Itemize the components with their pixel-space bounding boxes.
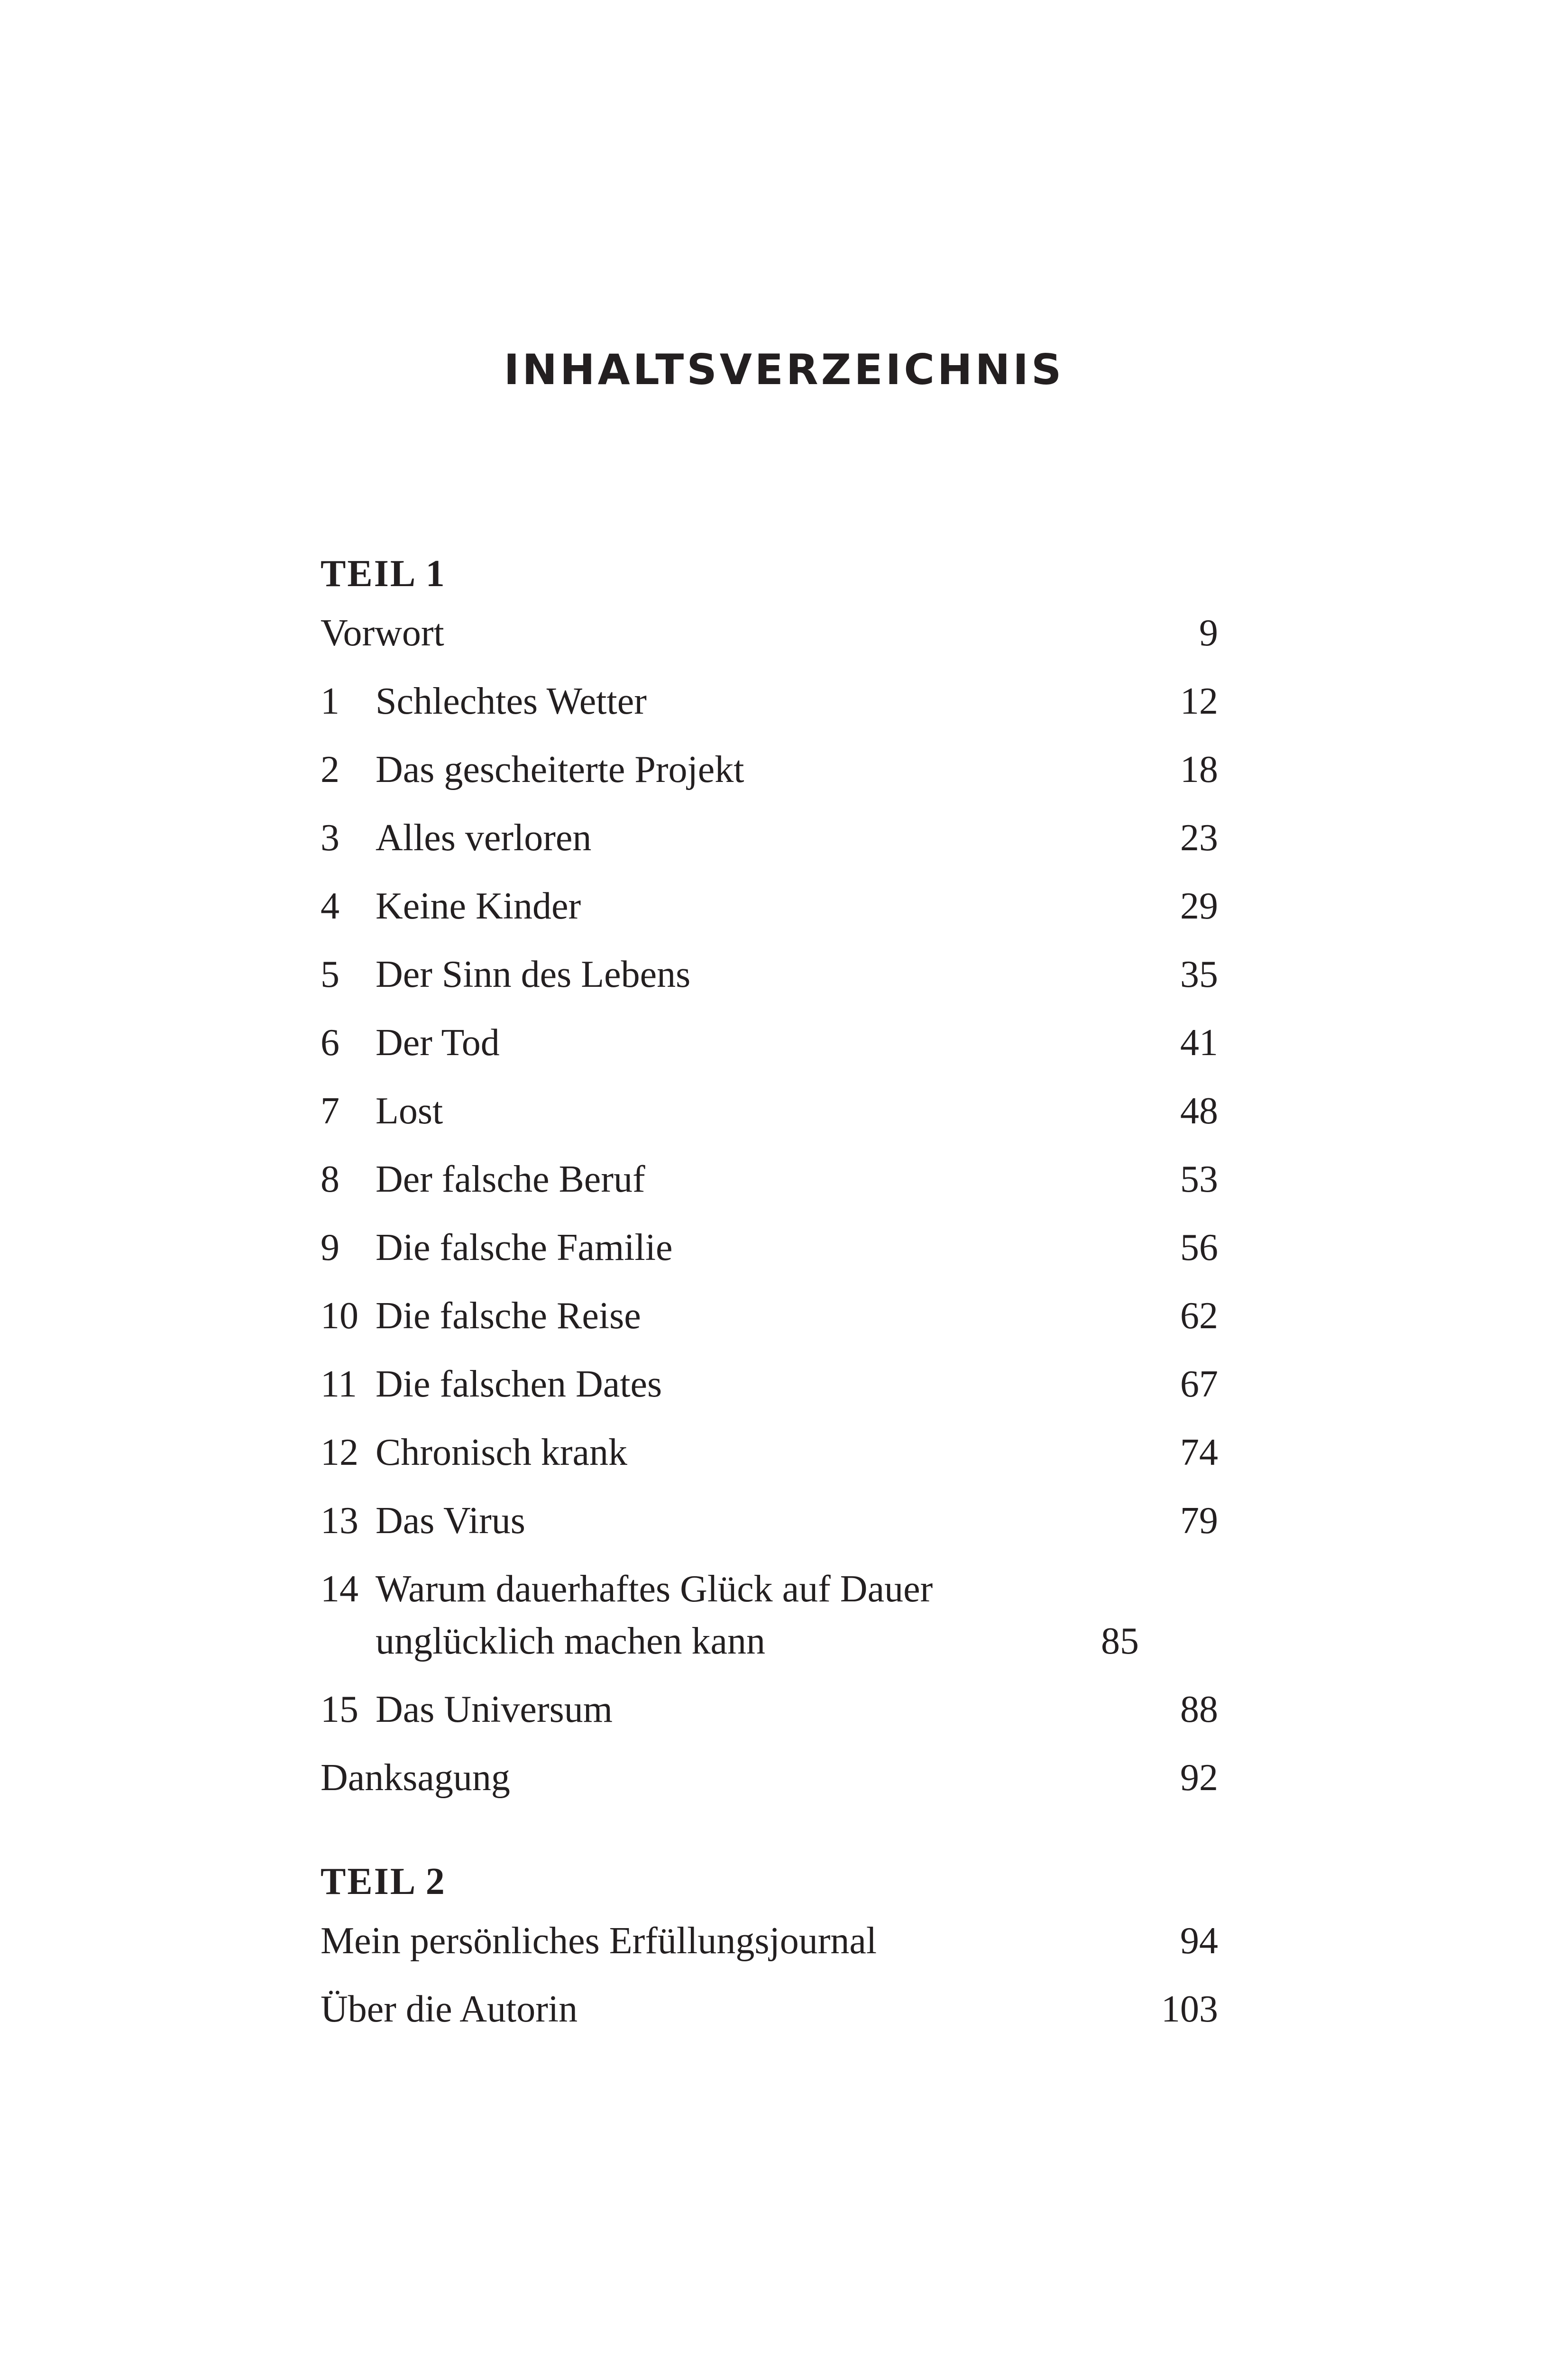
part-heading-2: TEIL 2 xyxy=(321,1861,446,1902)
toc-entry-number: 1 xyxy=(321,680,339,722)
toc-entry-page: 94 xyxy=(1180,1920,1218,1962)
toc-entry-page: 103 xyxy=(1161,1988,1218,2030)
toc-entry-label: Über die Autorin xyxy=(321,1988,578,2030)
toc-entry-label: Das Virus xyxy=(376,1500,525,1542)
toc-entry-label: Die falschen Dates xyxy=(376,1363,662,1405)
toc-entry-chapter-15 xyxy=(321,1683,1218,1736)
toc-entry-page: 48 xyxy=(1180,1090,1218,1132)
toc-entry-page: 23 xyxy=(1180,817,1218,859)
page-title: INHALTSVERZEICHNIS xyxy=(504,345,1064,394)
toc-entry-chapter-8 xyxy=(321,1153,1218,1205)
toc-entry-label: Das gescheiterte Projekt xyxy=(376,749,744,790)
toc-entry-chapter-10 xyxy=(321,1290,1218,1342)
toc-entry-label: Warum dauerhaftes Glück auf Dauer unglücklich machen kann xyxy=(376,1568,933,1662)
toc-entry-number: 5 xyxy=(321,954,339,995)
toc-entry-page: 79 xyxy=(1180,1500,1218,1542)
toc-entry-page: 74 xyxy=(1180,1432,1218,1473)
toc-entry-number: 10 xyxy=(321,1295,358,1337)
toc-entry-chapter-9 xyxy=(321,1222,1218,1274)
toc-entry-chapter-13 xyxy=(321,1495,1218,1547)
toc-entry-number: 4 xyxy=(321,885,339,927)
toc-entry-page: 35 xyxy=(1180,954,1218,995)
table-of-contents xyxy=(321,541,1218,2051)
toc-entry-page: 18 xyxy=(1180,749,1218,790)
toc-entry-page: 56 xyxy=(1180,1227,1218,1268)
section-spacer xyxy=(321,1820,1218,1848)
toc-entry-chapter-4 xyxy=(321,880,1218,932)
toc-entry-chapter-14 xyxy=(321,1563,1218,1667)
toc-entry-label: Schlechtes Wetter xyxy=(376,680,647,722)
toc-entry-page: 92 xyxy=(1180,1757,1218,1799)
toc-entry-label: Mein persönliches Erfüllungsjournal xyxy=(321,1920,877,1962)
toc-entry-number: 13 xyxy=(321,1500,358,1542)
toc-entry-page: 41 xyxy=(1180,1022,1218,1064)
toc-entry-number: 7 xyxy=(321,1090,339,1132)
toc-entry-page: 85 xyxy=(1101,1620,1139,1662)
toc-entry-number: 6 xyxy=(321,1022,339,1064)
toc-entry-autorin xyxy=(321,1983,1218,2035)
toc-entry-page: 67 xyxy=(1180,1363,1218,1405)
toc-entry-number: 14 xyxy=(321,1568,358,1610)
toc-entry-label: Die falsche Familie xyxy=(376,1227,673,1268)
toc-entry-page: 88 xyxy=(1180,1689,1218,1730)
toc-entry-chapter-2 xyxy=(321,744,1218,796)
toc-entry-chapter-6 xyxy=(321,1017,1218,1069)
toc-entry-page: 12 xyxy=(1180,680,1218,722)
toc-entry-chapter-12 xyxy=(321,1426,1218,1479)
toc-entry-chapter-5 xyxy=(321,948,1218,1001)
toc-entry-chapter-1 xyxy=(321,675,1218,727)
toc-entry-label: Danksagung xyxy=(321,1757,510,1799)
toc-entry-number: 2 xyxy=(321,749,339,790)
toc-entry-page: 53 xyxy=(1180,1158,1218,1200)
toc-entry-chapter-11 xyxy=(321,1358,1218,1410)
toc-entry-vorwort xyxy=(321,607,1218,659)
toc-entry-journal xyxy=(321,1915,1218,1967)
toc-entry-label: Der Tod xyxy=(376,1022,500,1064)
toc-entry-label: Der Sinn des Lebens xyxy=(376,954,691,995)
toc-entry-label: Keine Kinder xyxy=(376,885,581,927)
toc-entry-chapter-3 xyxy=(321,812,1218,864)
toc-entry-number: 3 xyxy=(321,817,339,859)
toc-entry-page: 29 xyxy=(1180,885,1218,927)
toc-entry-label: Lost xyxy=(376,1090,443,1132)
toc-entry-number: 15 xyxy=(321,1689,358,1730)
toc-entry-number: 9 xyxy=(321,1227,339,1268)
toc-entry-number: 12 xyxy=(321,1432,358,1473)
toc-entry-label: Alles verloren xyxy=(376,817,592,859)
toc-entry-label: Der falsche Beruf xyxy=(376,1158,645,1200)
toc-entry-chapter-7 xyxy=(321,1085,1218,1137)
toc-entry-number: 8 xyxy=(321,1158,339,1200)
toc-entry-page: 62 xyxy=(1180,1295,1218,1337)
toc-entry-label: Vorwort xyxy=(321,612,444,654)
toc-entry-label: Die falsche Reise xyxy=(376,1295,641,1337)
toc-entry-label: Chronisch krank xyxy=(376,1432,628,1473)
toc-entry-number: 11 xyxy=(321,1363,358,1405)
toc-entry-danksagung xyxy=(321,1752,1218,1804)
part-heading-1: TEIL 1 xyxy=(321,553,446,595)
toc-entry-label: Das Universum xyxy=(376,1689,613,1730)
toc-entry-page: 9 xyxy=(1199,612,1218,654)
